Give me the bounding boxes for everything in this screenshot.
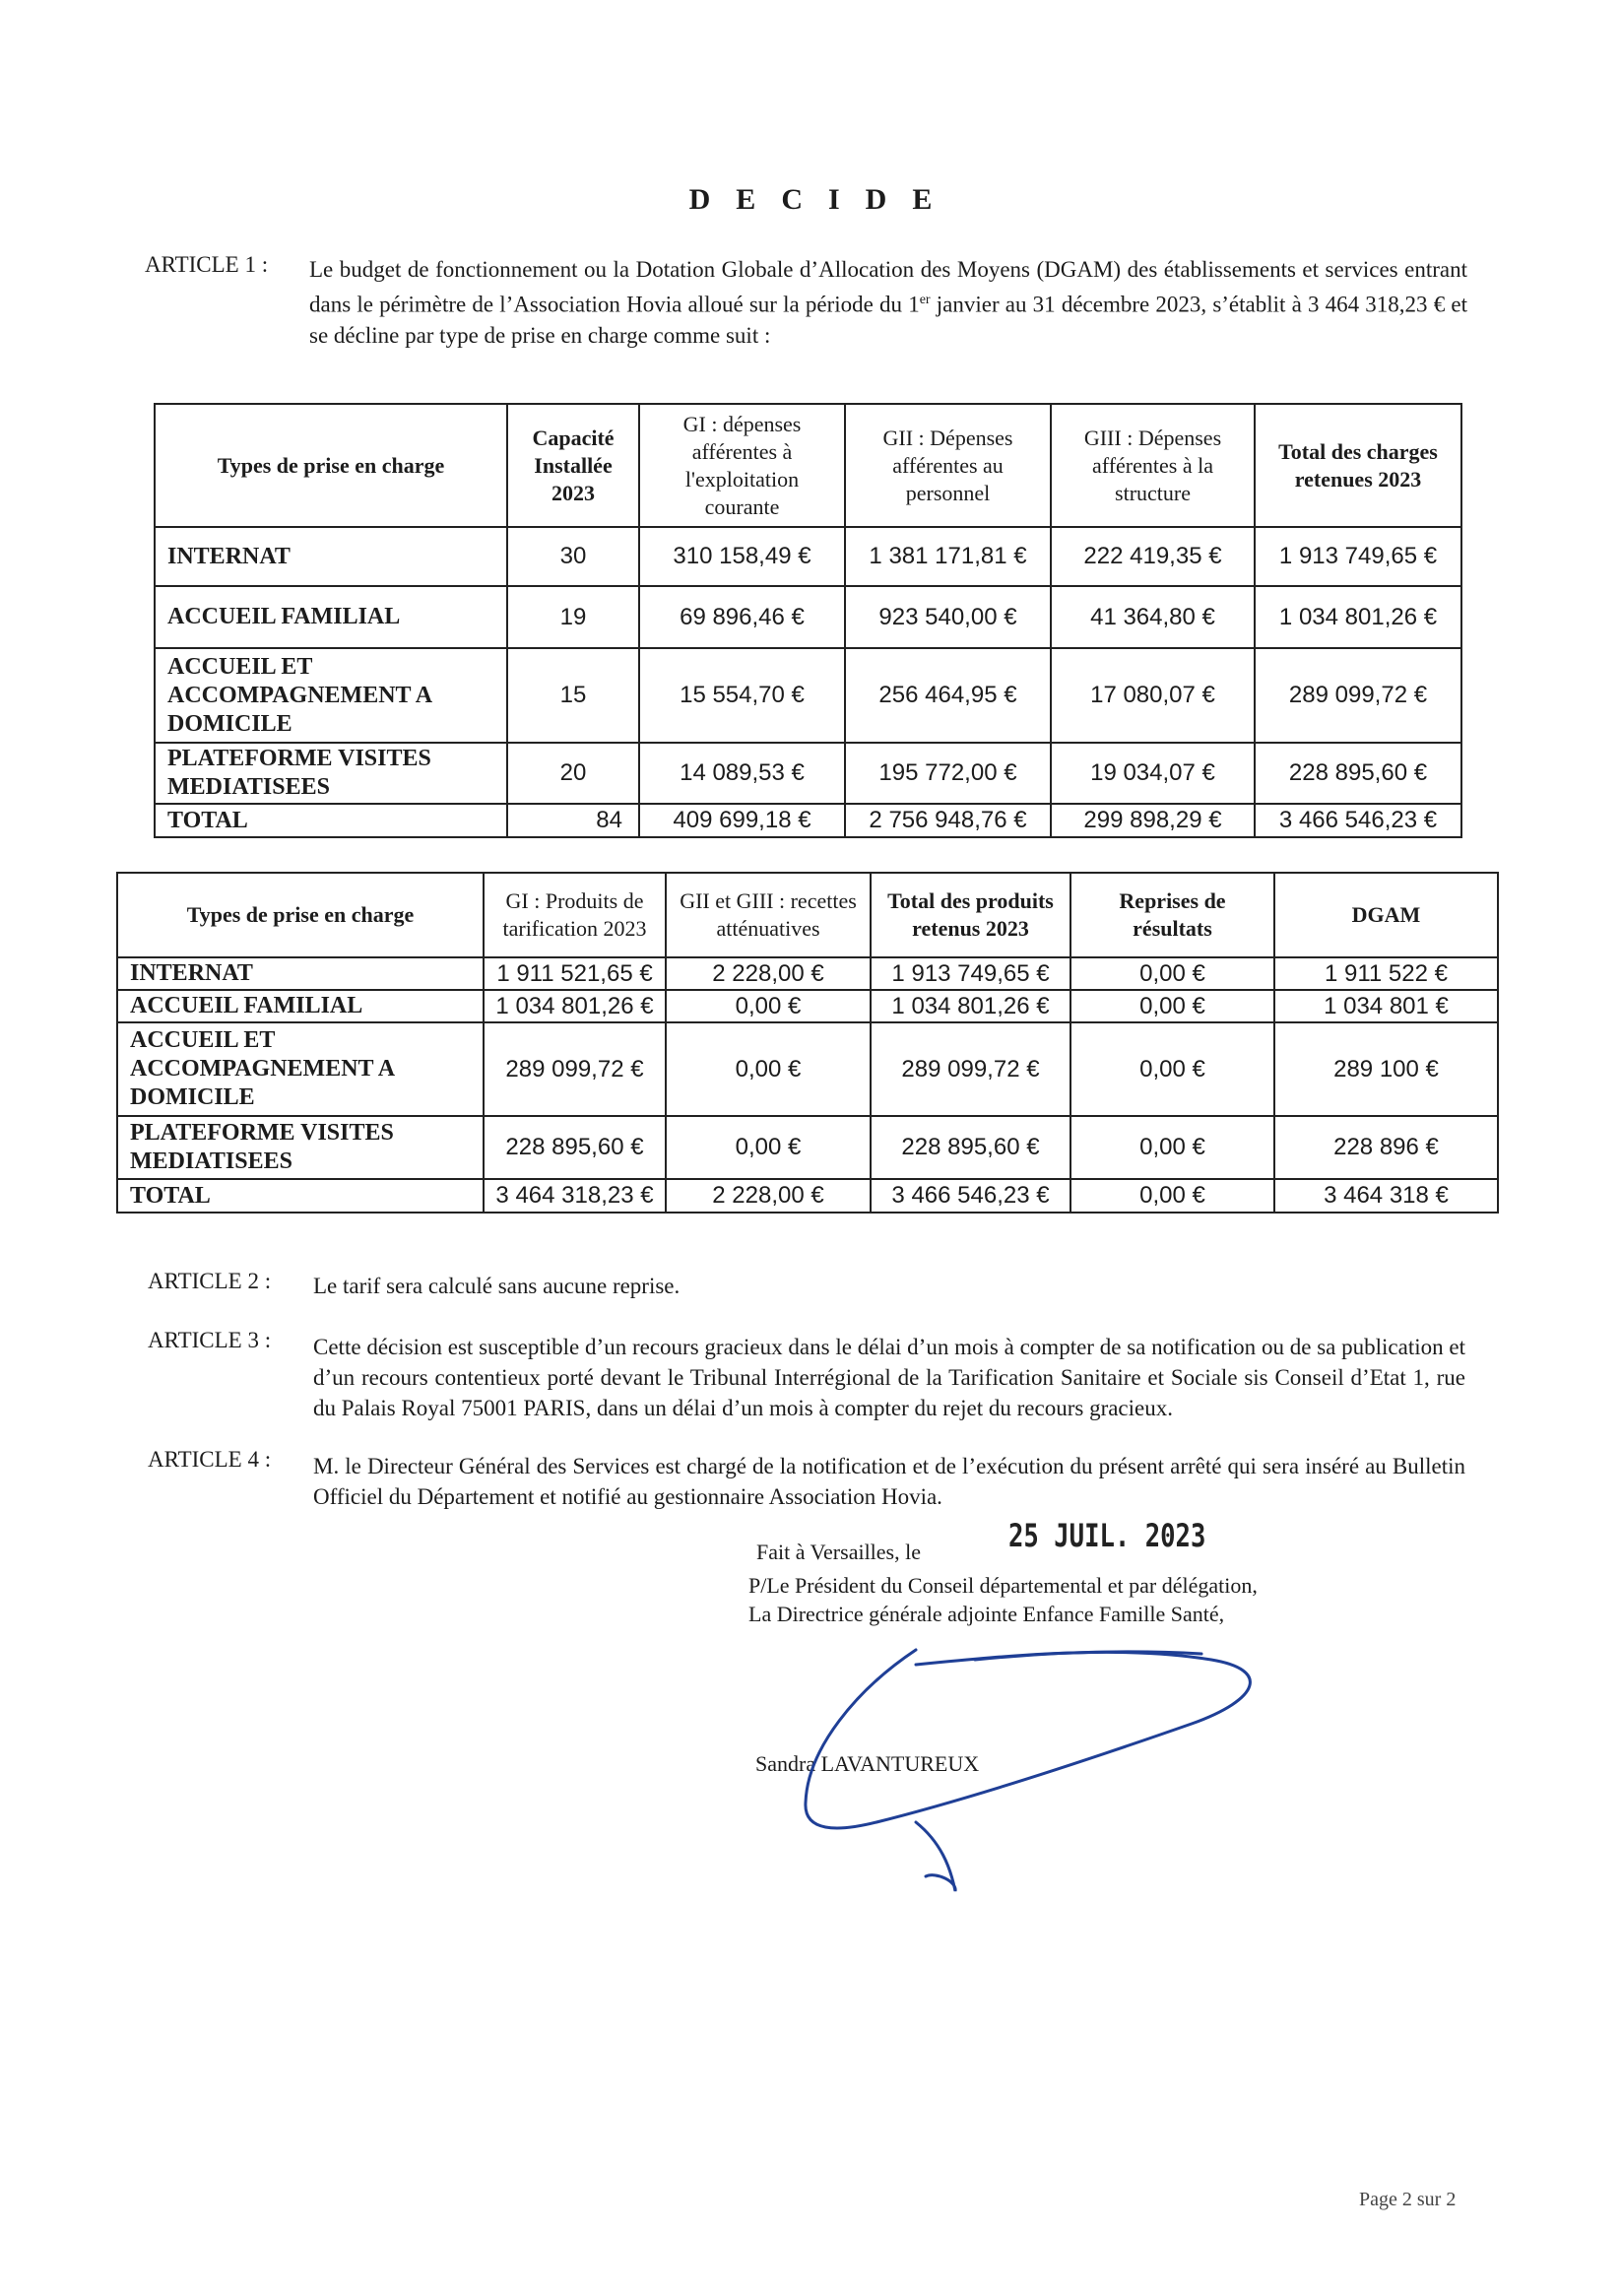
row-label: INTERNAT	[155, 527, 507, 586]
cell: 289 099,72 €	[484, 1022, 666, 1116]
cell: 1 911 522 €	[1274, 957, 1498, 990]
cell: 3 466 546,23 €	[871, 1179, 1070, 1213]
cell: 0,00 €	[1070, 990, 1274, 1022]
signatory-function: La Directrice générale adjointe Enfance Famille Santé,	[748, 1602, 1225, 1626]
table-header-row	[155, 404, 1461, 527]
cell: 289 099,72 €	[1255, 648, 1461, 743]
cell: 14 089,53 €	[639, 743, 845, 804]
table-row	[117, 990, 1498, 1022]
article-3-text: Cette décision est susceptible d’un recours gracieux dans le délai d’un mois à compter de sa notification ou de sa publication et d’un recours contentieux porté devant le Tribunal Interrégional de la Tarification Sanitaire et Sociale sis Conseil d’Etat 1, rue du Palais Royal 75001 PARIS, dans un délai d’un mois à compter du rejet du recours gracieux.	[313, 1335, 1465, 1420]
column-header: Reprises de résultats	[1070, 873, 1274, 957]
row-label: PLATEFORME VISITES MEDIATISEES	[117, 1116, 484, 1179]
cell: 0,00 €	[1070, 1022, 1274, 1116]
cell: 0,00 €	[666, 990, 871, 1022]
cell: 2 228,00 €	[666, 957, 871, 990]
table-row	[117, 1022, 1498, 1116]
cell: 0,00 €	[1070, 957, 1274, 990]
cell: 1 034 801,26 €	[484, 990, 666, 1022]
handwritten-signature	[768, 1630, 1300, 1896]
cell: 3 464 318 €	[1274, 1179, 1498, 1213]
cell: 19	[507, 586, 639, 648]
cell: 0,00 €	[666, 1116, 871, 1179]
signatory-name: Sandra LAVANTUREUX	[755, 1751, 980, 1776]
budget-products-table	[116, 872, 1499, 1214]
article-1-text: Le budget de fonctionnement ou la Dotation Globale d’Allocation des Moyens (DGAM) des établissements et services entrant dans le périmètre de l’Association Hovia alloué sur la période du 1er janvier au 31 décembre 2023, s’établit à 3 464 318,23 € et se décline par type de prise en charge comme suit :	[309, 257, 1467, 348]
column-header: GII et GIII : recettes atténuatives	[666, 873, 871, 957]
cell: 15	[507, 648, 639, 743]
column-header: Types de prise en charge	[117, 873, 484, 957]
cell: 310 158,49 €	[639, 527, 845, 586]
cell: 1 913 749,65 €	[871, 957, 1070, 990]
row-label: ACCUEIL ET ACCOMPAGNEMENT A DOMICILE	[155, 648, 507, 743]
signature-stroke	[806, 1650, 1250, 1828]
cell: 0,00 €	[1070, 1116, 1274, 1179]
signature-stroke	[916, 1822, 955, 1891]
article-2-text: Le tarif sera calculé sans aucune reprise.	[313, 1274, 681, 1298]
cell: 228 895,60 €	[1255, 743, 1461, 804]
cell: 2 228,00 €	[666, 1179, 871, 1213]
cell: 19 034,07 €	[1051, 743, 1255, 804]
column-header: GIII : Dépenses afférentes à la structure	[1051, 404, 1255, 527]
cell: 228 895,60 €	[871, 1116, 1070, 1179]
cell: 256 464,95 €	[845, 648, 1051, 743]
date-stamp: 25 JUIL. 2023	[1008, 1517, 1206, 1554]
cell: 2 756 948,76 €	[845, 804, 1051, 837]
article-4-text: M. le Directeur Général des Services est chargé de la notification et de l’exécution du présent arrêté qui sera inséré au Bulletin Officiel du Département et notifié au gestionnaire Association Hovia.	[313, 1454, 1465, 1509]
cell: 84	[507, 804, 639, 837]
cell: 41 364,80 €	[1051, 586, 1255, 648]
cell: 0,00 €	[1070, 1179, 1274, 1213]
table-total-row	[117, 1179, 1498, 1213]
cell: 17 080,07 €	[1051, 648, 1255, 743]
table-row	[155, 743, 1461, 804]
row-label: TOTAL	[155, 804, 507, 837]
row-label: ACCUEIL FAMILIAL	[117, 990, 484, 1022]
article-2-label: ARTICLE 2 :	[148, 1269, 272, 1293]
column-header: Total des produits retenus 2023	[871, 873, 1070, 957]
cell: 3 464 318,23 €	[484, 1179, 666, 1213]
column-header: Capacité Installée 2023	[507, 404, 639, 527]
column-header: GI : dépenses afférentes à l'exploitation courante	[639, 404, 845, 527]
column-header: GI : Produits de tarification 2023	[484, 873, 666, 957]
column-header: Types de prise en charge	[155, 404, 507, 527]
cell: 923 540,00 €	[845, 586, 1051, 648]
page-number: Page 2 sur 2	[1359, 2189, 1457, 2210]
row-label: ACCUEIL ET ACCOMPAGNEMENT A DOMICILE	[117, 1022, 484, 1116]
row-label: TOTAL	[117, 1179, 484, 1213]
article-3-label: ARTICLE 3 :	[148, 1328, 272, 1352]
cell: 222 419,35 €	[1051, 527, 1255, 586]
decision-heading: DECIDE	[688, 183, 958, 216]
cell: 69 896,46 €	[639, 586, 845, 648]
column-header: DGAM	[1274, 873, 1498, 957]
row-label: PLATEFORME VISITES MEDIATISEES	[155, 743, 507, 804]
cell: 20	[507, 743, 639, 804]
table-row	[117, 1116, 1498, 1179]
cell: 1 911 521,65 €	[484, 957, 666, 990]
signatory-title: P/Le Président du Conseil départemental et par délégation,	[748, 1573, 1258, 1598]
cell: 1 913 749,65 €	[1255, 527, 1461, 586]
article-1-label: ARTICLE 1 :	[145, 252, 269, 277]
table-header-row	[117, 873, 1498, 957]
cell: 1 381 171,81 €	[845, 527, 1051, 586]
article-4-label: ARTICLE 4 :	[148, 1447, 272, 1472]
table-row	[117, 957, 1498, 990]
cell: 299 898,29 €	[1051, 804, 1255, 837]
cell: 289 099,72 €	[871, 1022, 1070, 1116]
place-of-signature: Fait à Versailles, le	[756, 1540, 921, 1564]
column-header: GII : Dépenses afférentes au personnel	[845, 404, 1051, 527]
cell: 0,00 €	[666, 1022, 871, 1116]
cell: 15 554,70 €	[639, 648, 845, 743]
cell: 195 772,00 €	[845, 743, 1051, 804]
cell: 289 100 €	[1274, 1022, 1498, 1116]
cell: 30	[507, 527, 639, 586]
cell: 1 034 801,26 €	[1255, 586, 1461, 648]
table-row	[155, 648, 1461, 743]
budget-charges-table	[154, 403, 1462, 838]
table-row	[155, 527, 1461, 586]
column-header: Total des charges retenues 2023	[1255, 404, 1461, 527]
cell: 1 034 801 €	[1274, 990, 1498, 1022]
table-total-row	[155, 804, 1461, 837]
table-row	[155, 586, 1461, 648]
cell: 228 895,60 €	[484, 1116, 666, 1179]
row-label: INTERNAT	[117, 957, 484, 990]
cell: 1 034 801,26 €	[871, 990, 1070, 1022]
cell: 3 466 546,23 €	[1255, 804, 1461, 837]
cell: 228 896 €	[1274, 1116, 1498, 1179]
cell: 409 699,18 €	[639, 804, 845, 837]
row-label: ACCUEIL FAMILIAL	[155, 586, 507, 648]
